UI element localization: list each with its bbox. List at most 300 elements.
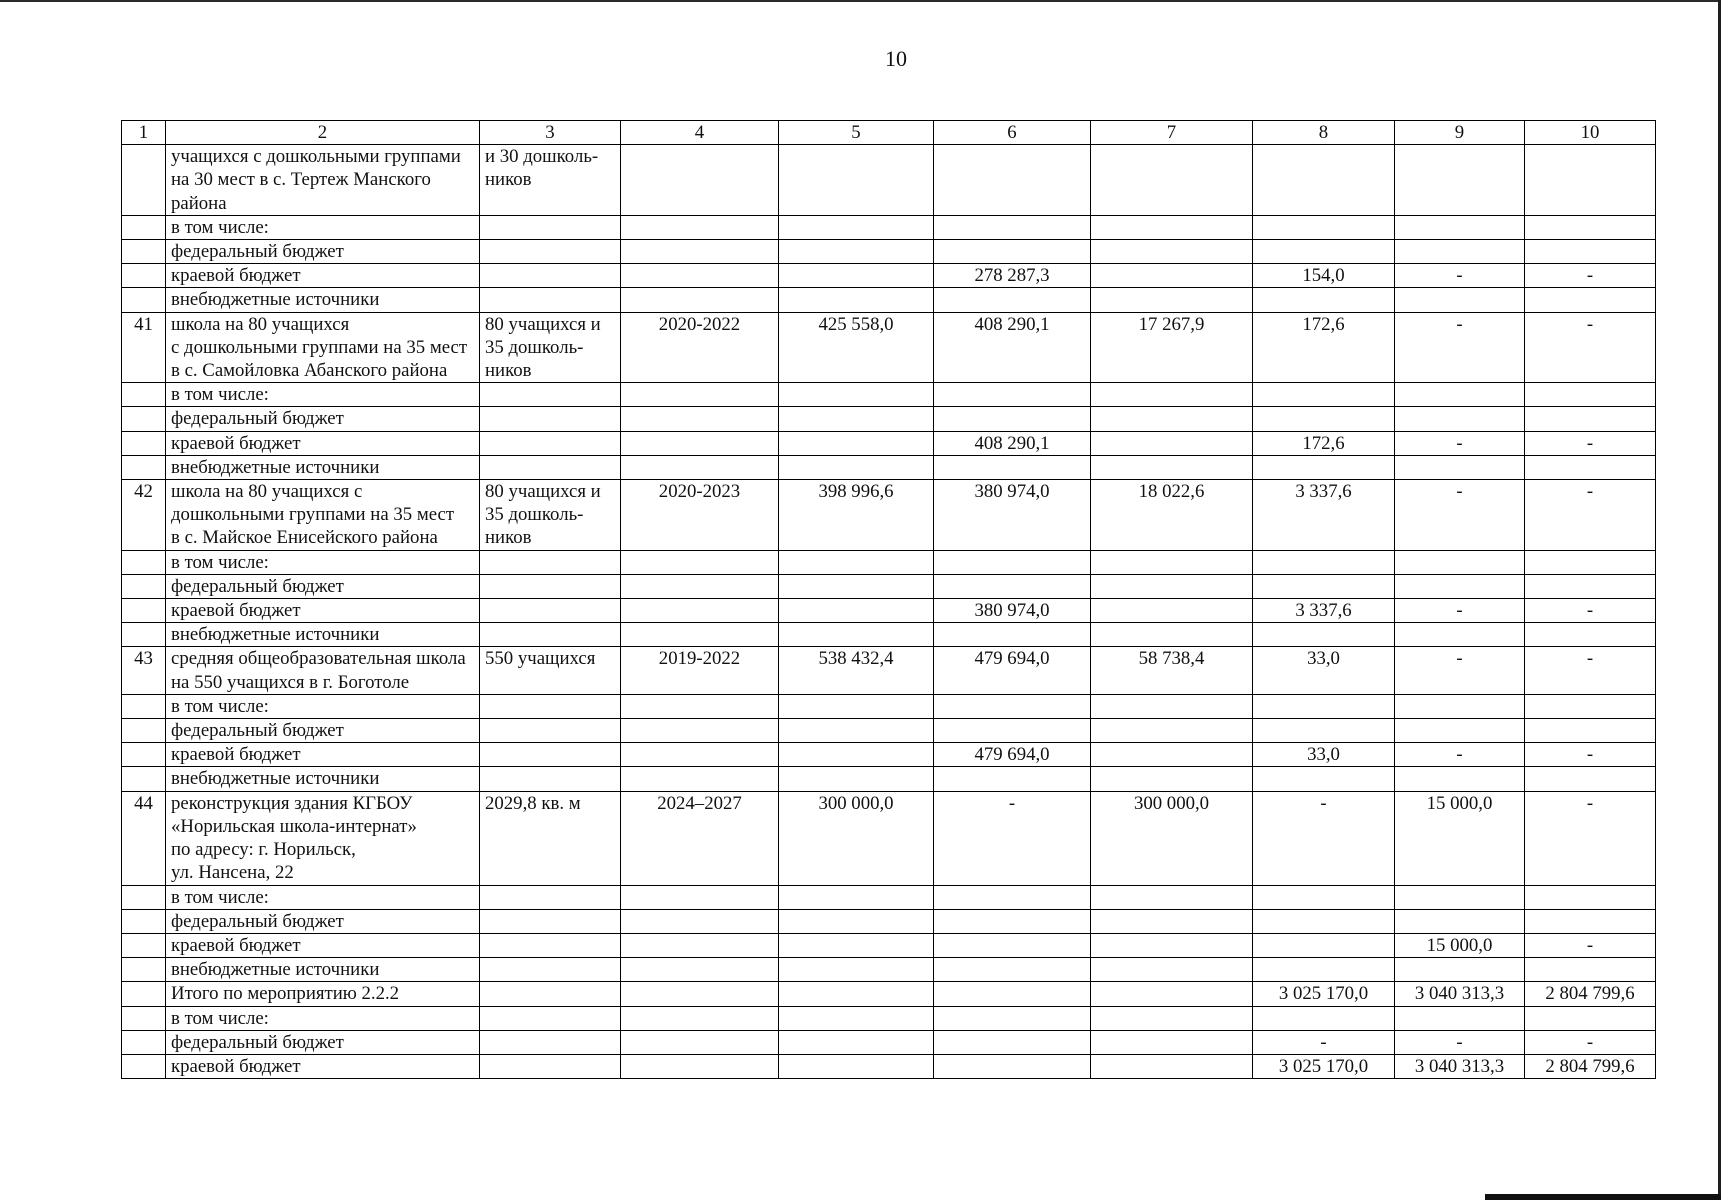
table-cell-col-9: - <box>1395 647 1525 694</box>
table-cell-col-2: Итого по мероприятию 2.2.2 <box>166 982 480 1006</box>
table-cell-col-10: - <box>1525 1030 1656 1054</box>
table-cell-col-1 <box>122 767 166 791</box>
table-cell-col-6: 380 974,0 <box>934 599 1091 623</box>
table-row <box>122 743 1656 767</box>
table-cell-col-9 <box>1395 145 1525 216</box>
table-cell-col-5 <box>779 982 934 1006</box>
table-row <box>122 264 1656 288</box>
table-cell-col-4 <box>621 455 779 479</box>
table-cell-col-8 <box>1253 383 1395 407</box>
table-cell-col-2: федеральный бюджет <box>166 719 480 743</box>
table-cell-col-2: федеральный бюджет <box>166 1030 480 1054</box>
table-cell-col-5 <box>779 909 934 933</box>
table-cell-col-5: 300 000,0 <box>779 791 934 885</box>
table-cell-col-1 <box>122 933 166 957</box>
table-row <box>122 791 1656 885</box>
table-cell-col-3 <box>480 1030 621 1054</box>
table-cell-col-8 <box>1253 145 1395 216</box>
table-cell-col-6 <box>934 623 1091 647</box>
table-cell-col-8 <box>1253 574 1395 598</box>
table-cell-col-8 <box>1253 958 1395 982</box>
table-cell-col-3: 2029,8 кв. м <box>480 791 621 885</box>
table-cell-col-7: 58 738,4 <box>1091 647 1253 694</box>
table-cell-col-3 <box>480 264 621 288</box>
table-row <box>122 550 1656 574</box>
table-cell-col-7 <box>1091 1030 1253 1054</box>
table-cell-col-1 <box>122 407 166 431</box>
table-row <box>122 623 1656 647</box>
table-cell-col-5 <box>779 743 934 767</box>
table-cell-col-6 <box>934 694 1091 718</box>
table-cell-col-1 <box>122 145 166 216</box>
table-cell-col-8: 172,6 <box>1253 312 1395 383</box>
table-cell-col-4 <box>621 909 779 933</box>
table-cell-col-6: 278 287,3 <box>934 264 1091 288</box>
table-cell-col-8: 172,6 <box>1253 431 1395 455</box>
table-row <box>122 982 1656 1006</box>
table-cell-col-9 <box>1395 407 1525 431</box>
table-header-row <box>122 121 1656 145</box>
table-cell-col-6: 479 694,0 <box>934 647 1091 694</box>
table-cell-col-5 <box>779 240 934 264</box>
table-cell-col-10: - <box>1525 791 1656 885</box>
table-row <box>122 599 1656 623</box>
table-cell-col-8: 33,0 <box>1253 647 1395 694</box>
table-cell-col-5 <box>779 215 934 239</box>
table-cell-col-9 <box>1395 1006 1525 1030</box>
table-cell-col-7 <box>1091 599 1253 623</box>
table-cell-col-5 <box>779 383 934 407</box>
table-cell-col-3 <box>480 1006 621 1030</box>
table-cell-col-4: 2020-2023 <box>621 480 779 551</box>
column-header-2: 2 <box>166 121 480 145</box>
table-cell-col-1 <box>122 455 166 479</box>
table-cell-col-4: 2020-2022 <box>621 312 779 383</box>
table-row <box>122 909 1656 933</box>
table-cell-col-10: - <box>1525 647 1656 694</box>
table-cell-col-9: 15 000,0 <box>1395 933 1525 957</box>
table-cell-col-9: - <box>1395 1030 1525 1054</box>
table-row <box>122 312 1656 383</box>
table-row <box>122 431 1656 455</box>
table-cell-col-9: - <box>1395 431 1525 455</box>
table-cell-col-10: - <box>1525 431 1656 455</box>
table-row <box>122 958 1656 982</box>
table-cell-col-6 <box>934 933 1091 957</box>
page-number: 10 <box>885 46 907 71</box>
table-cell-col-1 <box>122 1006 166 1030</box>
table-cell-col-4 <box>621 431 779 455</box>
table-cell-col-6 <box>934 982 1091 1006</box>
table-cell-col-10: - <box>1525 312 1656 383</box>
table-cell-col-10 <box>1525 455 1656 479</box>
table-cell-col-9 <box>1395 574 1525 598</box>
table-row <box>122 383 1656 407</box>
table-cell-col-7 <box>1091 215 1253 239</box>
table-cell-col-10 <box>1525 1006 1656 1030</box>
table-cell-col-1: 43 <box>122 647 166 694</box>
table-row <box>122 215 1656 239</box>
table-cell-col-1 <box>122 264 166 288</box>
table-cell-col-3 <box>480 550 621 574</box>
table-cell-col-1 <box>122 719 166 743</box>
table-row <box>122 407 1656 431</box>
table-cell-col-2: учащихся с дошкольными группами на 30 мест в с. Тертеж Манского района <box>166 145 480 216</box>
table-cell-col-9: - <box>1395 480 1525 551</box>
table-cell-col-3 <box>480 215 621 239</box>
table-row <box>122 1054 1656 1078</box>
table-cell-col-6 <box>934 240 1091 264</box>
table-cell-col-1 <box>122 383 166 407</box>
table-cell-col-2: средняя общеобразовательная школа на 550 учащихся в г. Боготоле <box>166 647 480 694</box>
table-cell-col-4 <box>621 719 779 743</box>
table-cell-col-2: краевой бюджет <box>166 431 480 455</box>
table-cell-col-1 <box>122 623 166 647</box>
table-cell-col-3: и 30 дошколь- ников <box>480 145 621 216</box>
table-row <box>122 933 1656 957</box>
table-cell-col-10 <box>1525 909 1656 933</box>
table-cell-col-5 <box>779 1030 934 1054</box>
table-cell-col-10: - <box>1525 264 1656 288</box>
table-cell-col-3 <box>480 958 621 982</box>
table-cell-col-10 <box>1525 958 1656 982</box>
table-cell-col-5 <box>779 455 934 479</box>
table-cell-col-10 <box>1525 574 1656 598</box>
table-cell-col-6 <box>934 215 1091 239</box>
table-cell-col-3 <box>480 933 621 957</box>
table-cell-col-9 <box>1395 215 1525 239</box>
table-cell-col-9 <box>1395 383 1525 407</box>
scan-edge-bottom <box>1485 1194 1721 1200</box>
table-cell-col-10 <box>1525 694 1656 718</box>
table-cell-col-10: 2 804 799,6 <box>1525 982 1656 1006</box>
column-header-9: 9 <box>1395 121 1525 145</box>
table-cell-col-5 <box>779 288 934 312</box>
table-cell-col-8 <box>1253 694 1395 718</box>
budget-table <box>121 120 1656 1079</box>
table-cell-col-6 <box>934 574 1091 598</box>
table-cell-col-4 <box>621 1030 779 1054</box>
table-cell-col-6 <box>934 455 1091 479</box>
table-cell-col-7 <box>1091 958 1253 982</box>
table-cell-col-2: внебюджетные источники <box>166 623 480 647</box>
table-row <box>122 145 1656 216</box>
table-cell-col-3 <box>480 623 621 647</box>
table-cell-col-2: в том числе: <box>166 383 480 407</box>
table-cell-col-7: 300 000,0 <box>1091 791 1253 885</box>
table-cell-col-3 <box>480 767 621 791</box>
table-cell-col-6 <box>934 1030 1091 1054</box>
table-cell-col-9: 3 040 313,3 <box>1395 982 1525 1006</box>
table-cell-col-10 <box>1525 407 1656 431</box>
table-cell-col-6 <box>934 767 1091 791</box>
table-cell-col-8 <box>1253 909 1395 933</box>
column-header-7: 7 <box>1091 121 1253 145</box>
table-cell-col-2: в том числе: <box>166 215 480 239</box>
table-cell-col-2: в том числе: <box>166 694 480 718</box>
table-cell-col-7 <box>1091 455 1253 479</box>
scan-edge-top <box>0 0 1721 2</box>
table-cell-col-7 <box>1091 767 1253 791</box>
table-row <box>122 767 1656 791</box>
table-cell-col-1 <box>122 599 166 623</box>
table-cell-col-9: 3 040 313,3 <box>1395 1054 1525 1078</box>
table-cell-col-3 <box>480 288 621 312</box>
table-cell-col-2: внебюджетные источники <box>166 767 480 791</box>
table-cell-col-10 <box>1525 383 1656 407</box>
table-cell-col-9 <box>1395 288 1525 312</box>
table-cell-col-6: 479 694,0 <box>934 743 1091 767</box>
table-cell-col-8 <box>1253 240 1395 264</box>
table-cell-col-1: 44 <box>122 791 166 885</box>
table-cell-col-3 <box>480 743 621 767</box>
table-cell-col-7 <box>1091 1006 1253 1030</box>
table-cell-col-7 <box>1091 240 1253 264</box>
table-cell-col-6: 408 290,1 <box>934 312 1091 383</box>
table-cell-col-4 <box>621 623 779 647</box>
table-cell-col-2: федеральный бюджет <box>166 574 480 598</box>
table-cell-col-7 <box>1091 407 1253 431</box>
table-cell-col-5 <box>779 1054 934 1078</box>
table-cell-col-4: 2019-2022 <box>621 647 779 694</box>
table-cell-col-10 <box>1525 719 1656 743</box>
table-cell-col-10: - <box>1525 599 1656 623</box>
table-cell-col-2: федеральный бюджет <box>166 909 480 933</box>
table-cell-col-10: - <box>1525 933 1656 957</box>
table-cell-col-1 <box>122 909 166 933</box>
table-cell-col-3 <box>480 694 621 718</box>
table-cell-col-2: краевой бюджет <box>166 264 480 288</box>
table-cell-col-5 <box>779 264 934 288</box>
table-cell-col-1 <box>122 743 166 767</box>
table-cell-col-3 <box>480 574 621 598</box>
table-cell-col-4 <box>621 145 779 216</box>
column-header-1: 1 <box>122 121 166 145</box>
table-cell-col-1 <box>122 215 166 239</box>
table-cell-col-8: 154,0 <box>1253 264 1395 288</box>
table-cell-col-5 <box>779 958 934 982</box>
table-cell-col-7: 17 267,9 <box>1091 312 1253 383</box>
table-cell-col-2: краевой бюджет <box>166 599 480 623</box>
table-cell-col-3 <box>480 1054 621 1078</box>
column-header-6: 6 <box>934 121 1091 145</box>
table-cell-col-2: федеральный бюджет <box>166 240 480 264</box>
table-cell-col-7 <box>1091 264 1253 288</box>
table-cell-col-3 <box>480 982 621 1006</box>
table-cell-col-9 <box>1395 909 1525 933</box>
table-cell-col-4 <box>621 743 779 767</box>
table-cell-col-3: 80 учащихся и 35 дошколь- ников <box>480 312 621 383</box>
table-cell-col-6: - <box>934 791 1091 885</box>
table-cell-col-3 <box>480 885 621 909</box>
table-cell-col-8: - <box>1253 1030 1395 1054</box>
table-cell-col-4 <box>621 407 779 431</box>
table-cell-col-7 <box>1091 719 1253 743</box>
table-cell-col-4 <box>621 264 779 288</box>
table-cell-col-2: внебюджетные источники <box>166 288 480 312</box>
table-cell-col-5 <box>779 599 934 623</box>
table-cell-col-8 <box>1253 885 1395 909</box>
table-cell-col-3 <box>480 407 621 431</box>
column-header-8: 8 <box>1253 121 1395 145</box>
table-cell-col-7 <box>1091 1054 1253 1078</box>
table-cell-col-7: 18 022,6 <box>1091 480 1253 551</box>
table-cell-col-9 <box>1395 694 1525 718</box>
table-cell-col-5 <box>779 885 934 909</box>
table-cell-col-5 <box>779 1006 934 1030</box>
table-cell-col-1 <box>122 574 166 598</box>
table-cell-col-1 <box>122 431 166 455</box>
table-cell-col-5 <box>779 623 934 647</box>
table-cell-col-1 <box>122 958 166 982</box>
table-cell-col-3: 550 учащихся <box>480 647 621 694</box>
table-cell-col-2: в том числе: <box>166 885 480 909</box>
table-cell-col-7 <box>1091 982 1253 1006</box>
table-cell-col-2: в том числе: <box>166 1006 480 1030</box>
table-cell-col-4 <box>621 933 779 957</box>
table-cell-col-9: - <box>1395 312 1525 383</box>
table-cell-col-4: 2024–2027 <box>621 791 779 885</box>
table-cell-col-7 <box>1091 623 1253 647</box>
table-cell-col-5 <box>779 719 934 743</box>
table-cell-col-2: краевой бюджет <box>166 1054 480 1078</box>
table-cell-col-5 <box>779 574 934 598</box>
table-cell-col-4 <box>621 1054 779 1078</box>
table-cell-col-6 <box>934 288 1091 312</box>
table-cell-col-5: 538 432,4 <box>779 647 934 694</box>
table-cell-col-5 <box>779 550 934 574</box>
table-row <box>122 694 1656 718</box>
table-cell-col-7 <box>1091 288 1253 312</box>
table-cell-col-8: - <box>1253 791 1395 885</box>
table-cell-col-4 <box>621 958 779 982</box>
table-cell-col-8 <box>1253 550 1395 574</box>
table-cell-col-2: в том числе: <box>166 550 480 574</box>
table-cell-col-4 <box>621 215 779 239</box>
table-cell-col-1 <box>122 694 166 718</box>
table-cell-col-10 <box>1525 145 1656 216</box>
table-cell-col-4 <box>621 550 779 574</box>
table-cell-col-1 <box>122 240 166 264</box>
table-cell-col-2: внебюджетные источники <box>166 455 480 479</box>
column-header-3: 3 <box>480 121 621 145</box>
table-cell-col-7 <box>1091 743 1253 767</box>
column-header-10: 10 <box>1525 121 1656 145</box>
table-cell-col-8 <box>1253 407 1395 431</box>
table-cell-col-3 <box>480 909 621 933</box>
table-cell-col-10 <box>1525 288 1656 312</box>
column-header-4: 4 <box>621 121 779 145</box>
table-row <box>122 288 1656 312</box>
table-cell-col-10 <box>1525 240 1656 264</box>
table-cell-col-4 <box>621 982 779 1006</box>
table-cell-col-9 <box>1395 623 1525 647</box>
table-cell-col-10 <box>1525 767 1656 791</box>
table-cell-col-5 <box>779 933 934 957</box>
table-cell-col-8: 3 025 170,0 <box>1253 1054 1395 1078</box>
table-cell-col-9 <box>1395 240 1525 264</box>
table-cell-col-7 <box>1091 431 1253 455</box>
table-cell-col-2: школа на 80 учащихся с дошкольными группами на 35 мест в с. Самойловка Абанского района <box>166 312 480 383</box>
table-cell-col-9 <box>1395 455 1525 479</box>
table-cell-col-6: 380 974,0 <box>934 480 1091 551</box>
table-cell-col-5 <box>779 431 934 455</box>
table-cell-col-7 <box>1091 383 1253 407</box>
table-cell-col-6 <box>934 958 1091 982</box>
table-cell-col-9 <box>1395 958 1525 982</box>
table-cell-col-10 <box>1525 885 1656 909</box>
table-cell-col-8 <box>1253 719 1395 743</box>
table-row <box>122 719 1656 743</box>
table-cell-col-4 <box>621 885 779 909</box>
table-row <box>122 480 1656 551</box>
table-cell-col-9: - <box>1395 264 1525 288</box>
table-cell-col-9 <box>1395 885 1525 909</box>
table-cell-col-10: - <box>1525 480 1656 551</box>
table-cell-col-6 <box>934 719 1091 743</box>
table-cell-col-2: федеральный бюджет <box>166 407 480 431</box>
table-cell-col-9 <box>1395 550 1525 574</box>
table-cell-col-6 <box>934 145 1091 216</box>
table-cell-col-8 <box>1253 623 1395 647</box>
table-cell-col-3 <box>480 719 621 743</box>
table-cell-col-5: 398 996,6 <box>779 480 934 551</box>
table-cell-col-8 <box>1253 215 1395 239</box>
table-cell-col-9: 15 000,0 <box>1395 791 1525 885</box>
table-cell-col-4 <box>621 1006 779 1030</box>
table-cell-col-9: - <box>1395 743 1525 767</box>
table-cell-col-4 <box>621 694 779 718</box>
table-cell-col-4 <box>621 767 779 791</box>
table-row <box>122 1006 1656 1030</box>
table-cell-col-1 <box>122 288 166 312</box>
column-header-5: 5 <box>779 121 934 145</box>
table-row <box>122 1030 1656 1054</box>
table-cell-col-5 <box>779 767 934 791</box>
table-cell-col-10: - <box>1525 743 1656 767</box>
table-cell-col-7 <box>1091 909 1253 933</box>
table-cell-col-10: 2 804 799,6 <box>1525 1054 1656 1078</box>
table-cell-col-7 <box>1091 145 1253 216</box>
table-cell-col-9: - <box>1395 599 1525 623</box>
table-cell-col-8: 3 337,6 <box>1253 480 1395 551</box>
table-cell-col-10 <box>1525 623 1656 647</box>
table-cell-col-5 <box>779 407 934 431</box>
table-cell-col-2: реконструкция здания КГБОУ «Норильская школа-интернат» по адресу: г. Норильск, ул. Нансена, 22 <box>166 791 480 885</box>
table-cell-col-6 <box>934 1054 1091 1078</box>
table-cell-col-3 <box>480 383 621 407</box>
table-cell-col-6: 408 290,1 <box>934 431 1091 455</box>
table-cell-col-8 <box>1253 455 1395 479</box>
table-cell-col-1 <box>122 1030 166 1054</box>
table-row <box>122 885 1656 909</box>
table-cell-col-9 <box>1395 719 1525 743</box>
table-head <box>122 121 1656 145</box>
table-cell-col-8 <box>1253 1006 1395 1030</box>
table-cell-col-6 <box>934 550 1091 574</box>
table-cell-col-8: 3 337,6 <box>1253 599 1395 623</box>
table-cell-col-3: 80 учащихся и 35 дошколь- ников <box>480 480 621 551</box>
table-cell-col-2: краевой бюджет <box>166 933 480 957</box>
table-cell-col-1: 42 <box>122 480 166 551</box>
table-row <box>122 647 1656 694</box>
table-cell-col-5: 425 558,0 <box>779 312 934 383</box>
table-cell-col-7 <box>1091 550 1253 574</box>
table-cell-col-4 <box>621 240 779 264</box>
table-cell-col-8: 33,0 <box>1253 743 1395 767</box>
table-cell-col-4 <box>621 383 779 407</box>
table-cell-col-8 <box>1253 767 1395 791</box>
